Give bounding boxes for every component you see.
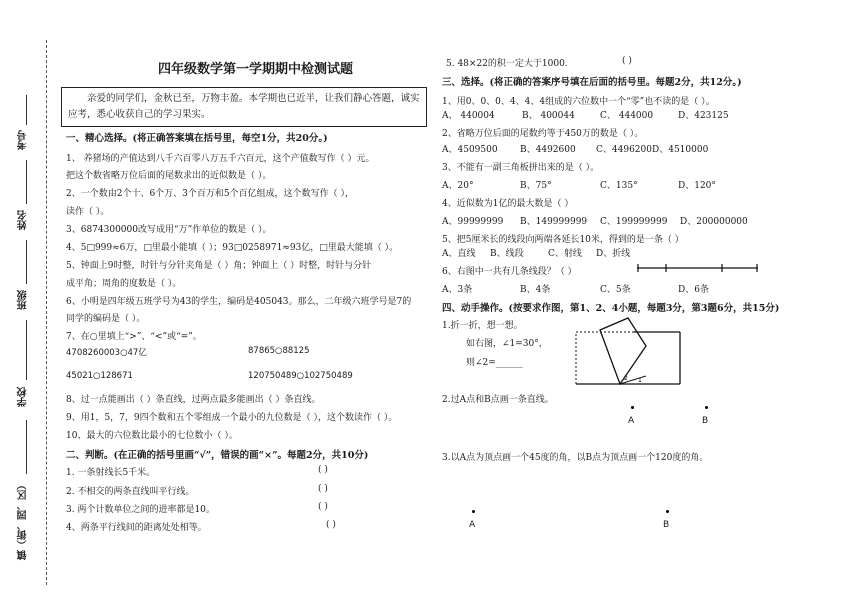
q7-item: 87865○88125 bbox=[248, 346, 310, 356]
q6-line1: 6、小明是四年级五班学号为43的学生，编码是405043。那么，二年级六班学号是7的 bbox=[66, 297, 412, 307]
section2-heading: 二、判断。(在正确的括号里画“√”，错误的画“×”。每题2分，共10分) bbox=[66, 450, 369, 461]
choice-q3: 3、不能有一副三角板拼出来的是（ ）。 bbox=[442, 163, 600, 173]
binding-line bbox=[46, 40, 47, 585]
judge-item: 2. 不相交的两条直线叫平行线。 bbox=[66, 487, 195, 497]
choice-option[interactable]: B、4492600 bbox=[520, 145, 576, 155]
op-q1-given: 如右图，∠1=30°， bbox=[466, 339, 548, 349]
choice-option[interactable]: D、折线 bbox=[596, 249, 631, 259]
label-name: 姓名 bbox=[18, 210, 29, 230]
choice-option[interactable]: B、75° bbox=[520, 181, 552, 191]
point-dot bbox=[666, 510, 669, 513]
judge-answer[interactable]: ( ) bbox=[318, 502, 328, 512]
choice-q1: 1、用0、0、0、4、4、4组成的六位数中一个“零”也不读的是（ ）。 bbox=[442, 97, 715, 107]
judge-item: 3. 两个计数单位之间的进率都是10。 bbox=[66, 505, 215, 515]
label-class: 班级 bbox=[18, 290, 29, 310]
q2-line1: 2、一个数由2个十、6个万、3个百万和5个百亿组成，这个数写作（ ）， bbox=[66, 189, 354, 199]
choice-option[interactable]: D、6条 bbox=[678, 285, 709, 295]
segment-figure bbox=[634, 262, 762, 274]
point-label: B bbox=[702, 416, 709, 426]
choice-option[interactable]: C、射线 bbox=[548, 249, 582, 259]
q7: 7、在○里填上“>”、“<”或“=”。 bbox=[66, 332, 202, 342]
angle-label: 2 bbox=[624, 375, 628, 382]
point-label: A bbox=[469, 520, 476, 530]
label-town: 镇（街、园、区） bbox=[18, 480, 29, 560]
choice-option[interactable]: A、20° bbox=[442, 181, 474, 191]
field-school[interactable] bbox=[26, 320, 27, 380]
judge-answer[interactable]: ( ) bbox=[326, 520, 336, 530]
choice-option[interactable]: D、4510000 bbox=[652, 145, 709, 155]
choice-option[interactable]: A、 440004 bbox=[442, 111, 495, 121]
choice-option[interactable]: C、199999999 bbox=[600, 217, 668, 227]
angle-label: 1 bbox=[638, 377, 642, 384]
folding-figure bbox=[570, 316, 690, 388]
field-town[interactable] bbox=[26, 420, 27, 474]
field-exam-number[interactable] bbox=[26, 95, 27, 125]
q2-line2: 读作（ ）。 bbox=[66, 207, 110, 217]
section1-heading: 一、精心选择。(将正确答案填在括号里，每空1分，共20分。) bbox=[66, 133, 328, 144]
judge-answer[interactable]: ( ) bbox=[622, 56, 632, 66]
choice-option[interactable]: B、线段 bbox=[490, 249, 524, 259]
q10: 10、最大的六位数比最小的七位数小（ ）。 bbox=[66, 431, 238, 441]
q5-line1: 5、钟面上9时整，时针与分针夹角是（ ）角；钟面上（ ）时整，时针与分针 bbox=[66, 261, 372, 271]
choice-option[interactable]: B、149999999 bbox=[520, 217, 588, 227]
choice-option[interactable]: A、3条 bbox=[442, 285, 473, 295]
page-title: 四年级数学第一学期期中检测试题 bbox=[158, 62, 354, 77]
choice-q6: 6、右图中一共有几条线段？（ ） bbox=[442, 267, 577, 277]
judge-answer[interactable]: ( ) bbox=[318, 484, 328, 494]
q5-line2: 成平角；周角的度数是（ ）。 bbox=[66, 279, 182, 289]
intro-box: 亲爱的同学们，金秋已至，万物丰盈。本学期也已近半，让我们静心答题，诚实应考，悉心收获自己的学习果实。 bbox=[61, 87, 427, 127]
op-q2: 2.过A点和B点画一条直线。 bbox=[442, 395, 554, 405]
choice-option[interactable]: C、135° bbox=[600, 181, 638, 191]
field-class[interactable] bbox=[26, 240, 27, 284]
q8: 8、过一点能画出（ ）条直线，过两点最多能画出（ ）条直线。 bbox=[66, 395, 321, 405]
q4: 4、5□999≈6万，□里最小能填（ ）；93□0258971≈93亿，□里最大能填（ ）。 bbox=[66, 243, 399, 253]
op-q1: 1.折一折，想一想。 bbox=[442, 321, 523, 331]
choice-option[interactable]: D、200000000 bbox=[680, 217, 748, 227]
point-dot bbox=[472, 510, 475, 513]
field-name[interactable] bbox=[26, 160, 27, 204]
judge-answer[interactable]: ( ) bbox=[318, 465, 328, 475]
choice-option[interactable]: C、4496200 bbox=[596, 145, 652, 155]
section3-heading: 三、选择。(将正确的答案序号填在后面的括号里。每题2分，共12分。) bbox=[442, 77, 742, 88]
label-exam-number: 考号 bbox=[18, 130, 29, 150]
q3: 3、6874300000改写成用“万”作单位的数是（ ）。 bbox=[66, 225, 272, 235]
q9: 9、用1，5，7，9四个数和五个零组成一个最小的九位数是（ ），这个数读作（ ）。 bbox=[66, 413, 398, 423]
choice-option[interactable]: C、5条 bbox=[600, 285, 631, 295]
choice-option[interactable]: A、99999999 bbox=[442, 217, 504, 227]
choice-option[interactable]: D、120° bbox=[678, 181, 716, 191]
choice-option[interactable]: B、 400044 bbox=[522, 111, 575, 121]
point-dot bbox=[705, 406, 708, 409]
judge-item-5: 5. 48×22的积一定大于1000. bbox=[446, 59, 568, 69]
point-dot bbox=[631, 406, 634, 409]
choice-option[interactable]: D、423125 bbox=[678, 111, 729, 121]
judge-item: 1. 一条射线长5千米。 bbox=[66, 468, 156, 478]
section4-heading: 四、动手操作。(按要求作图，第1、2、4小题，每题3分，第3题6分，共15分) bbox=[442, 303, 780, 314]
judge-item: 4、两条平行线间的距离处处相等。 bbox=[66, 523, 207, 533]
q6-line2: 同学的编码是（ ）。 bbox=[66, 314, 146, 324]
choice-q2: 2、省略万位后面的尾数约等于450万的数是（ ）。 bbox=[442, 129, 644, 139]
choice-q4: 4、近似数为1亿的最大数是（ ） bbox=[442, 199, 574, 209]
point-label: A bbox=[628, 416, 635, 426]
q1-line1: 1、 养猪场的产值达到八千六百零八万五千六百元，这个产值数写作（ ）元。 bbox=[66, 154, 375, 164]
choice-option[interactable]: A、4509500 bbox=[442, 145, 498, 155]
q7-item: 4708260003○47亿 bbox=[66, 348, 147, 358]
label-school: 学校 bbox=[18, 387, 29, 407]
op-q1-ask: 则∠2=______ bbox=[466, 358, 523, 368]
q7-item: 120750489○102750489 bbox=[248, 371, 353, 381]
q1-line2: 把这个数省略万位后面的尾数求出的近似数是（ ）。 bbox=[66, 171, 272, 181]
choice-option[interactable]: C、 444000 bbox=[600, 111, 654, 121]
op-q3: 3.以A点为顶点画一个45度的角，以B点为顶点画一个120度的角。 bbox=[442, 453, 709, 463]
choice-q5: 5、把5厘米长的线段向两端各延长10米，得到的是一条（ ） bbox=[442, 235, 684, 245]
choice-option[interactable]: B、4条 bbox=[520, 285, 551, 295]
point-label: B bbox=[663, 520, 670, 530]
q7-item: 45021○128671 bbox=[66, 371, 133, 381]
choice-option[interactable]: A、直线 bbox=[442, 249, 476, 259]
